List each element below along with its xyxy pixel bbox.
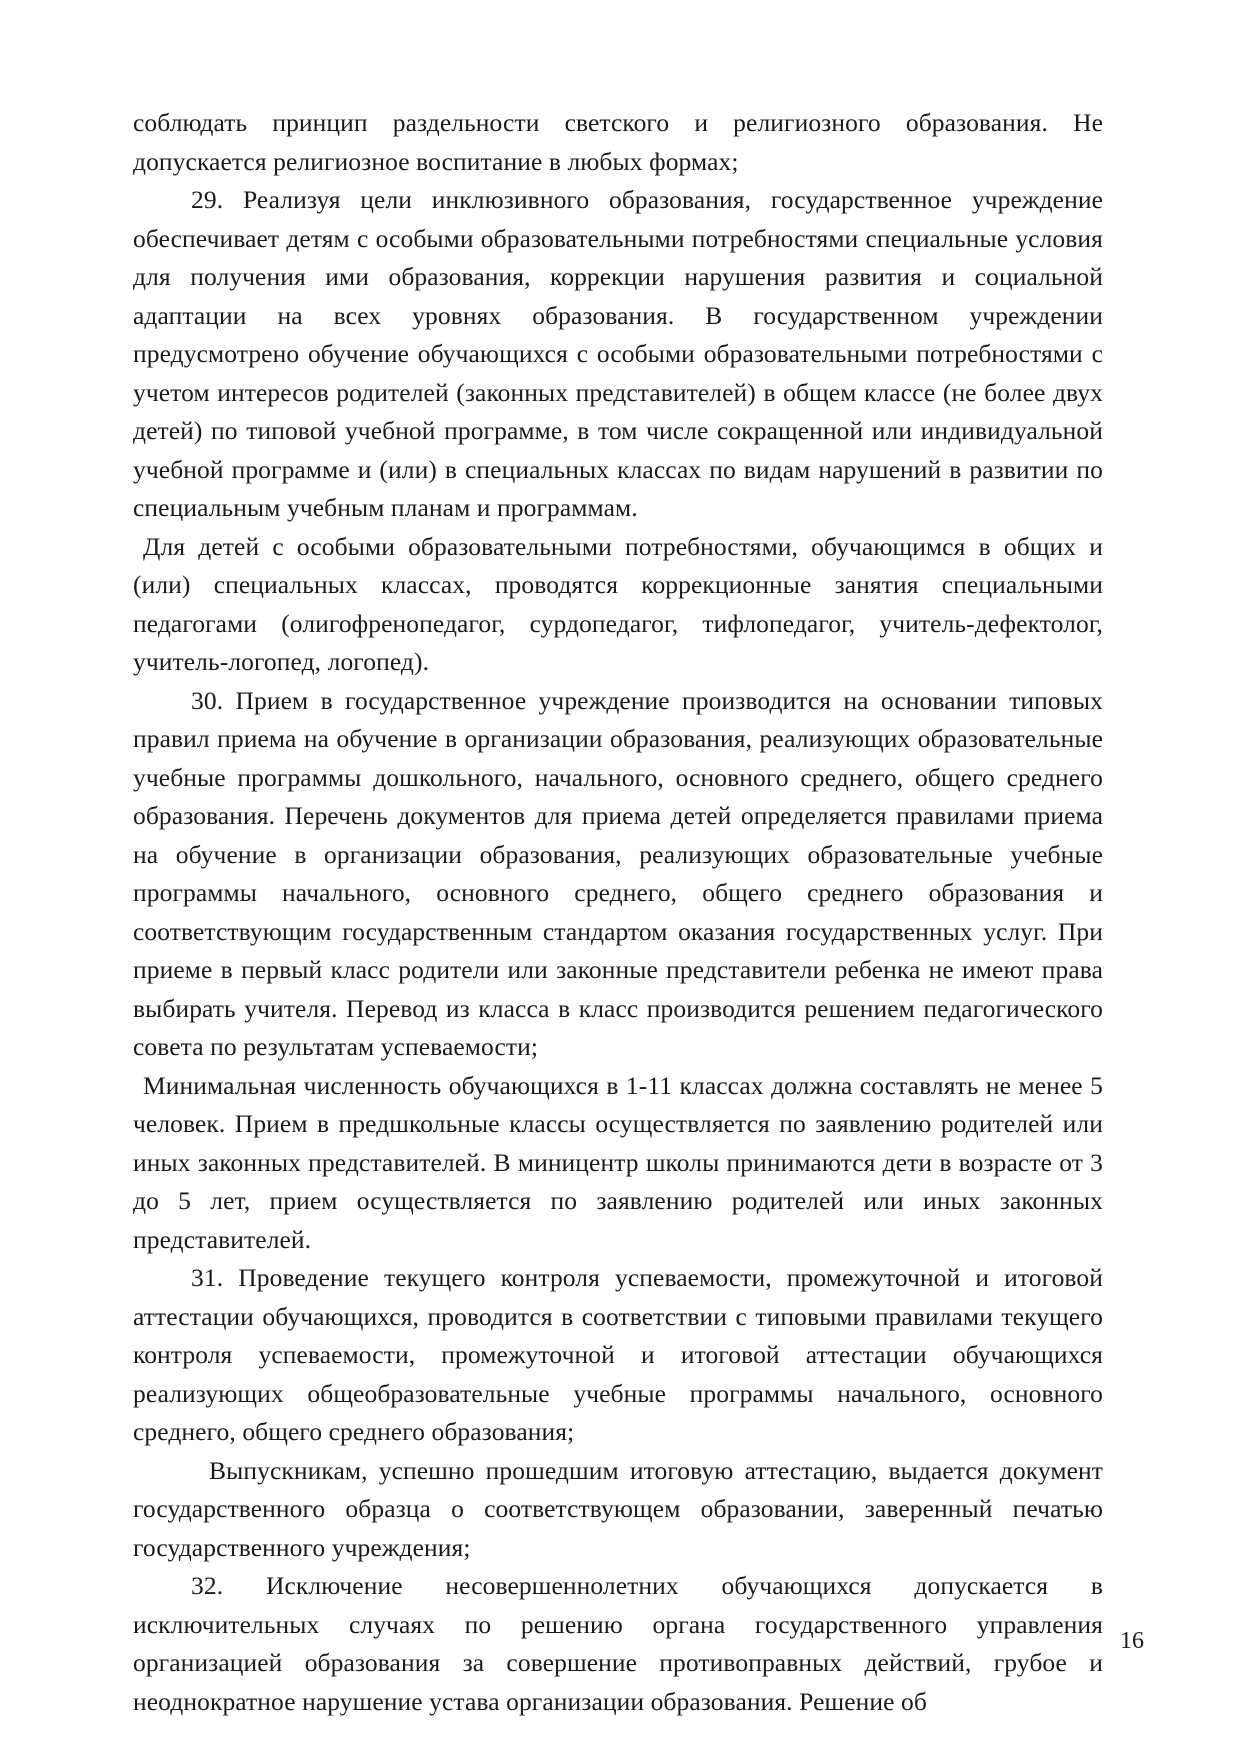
paragraph-30: 30. Прием в государственное учреждение производится на основании типовых правил приема на обучение в организации образования, реализующих образовательные учебные программы дошкольного, начального, основного среднего, общего среднего образования. Перечень документов для приема детей определяется правилами приема на обучение в организации образования, реализующих образовательные учебные программы начального, основного среднего, общего среднего образования и соответствующим государственным стандартом оказания государственных услуг. При приеме в первый класс родители или законные представители ребенка не имеют права выбирать учителя. Перевод из класса в класс производится решением педагогического совета по результатам успеваемости; [133, 685, 1103, 1061]
paragraph-31: 31. Проведение текущего контроля успеваемости, промежуточной и итоговой аттестации обучающихся, проводится в соответствии с типовыми правилами текущего контроля успеваемости, промежуточной и итоговой аттестации обучающихся реализующих общеобразовательные учебные программы начального, основного среднего, общего среднего образования; [133, 1263, 1103, 1446]
page-number: 16 [1120, 1628, 1144, 1654]
paragraph-correctional-lessons: Для детей с особыми образовательными потребностями, обучающимся в общих и (или) специальных классах, проводятся коррекционные занятия специальными педагогами (олигофренопедагог, сурдопедагог, тифлопедагог, учитель-дефектолог, учитель-логопед, логопед). [133, 531, 1103, 676]
paragraph-graduates: Выпускникам, успешно прошедшим итоговую аттестацию, выдается документ государственного образца о соответствующем образовании, заверенный печатью государственного учреждения; [133, 1455, 1103, 1562]
paragraph-32: 32. Исключение несовершеннолетних обучающихся допускается в исключительных случаях по решению органа государственного управления организацией образования за совершение противоправных действий, грубое и неоднократное нарушение устава организации образования. Решение об [133, 1571, 1103, 1716]
paragraph-minimum-class-size: Минимальная численность обучающихся в 1-11 классах должна составлять не менее 5 человек. Прием в предшкольные классы осуществляется по заявлению родителей или иных законных представителей. В миницентр школы принимаются дети в возрасте от 3 до 5 лет, прием осуществляется по заявлению родителей или иных законных представителей. [133, 1070, 1103, 1254]
paragraph-continuation: соблюдать принцип раздельности светского и религиозного образования. Не допускается религиозное воспитание в любых формах; [133, 108, 1103, 176]
document-body [133, 104, 1103, 1721]
paragraph-29: 29. Реализуя цели инклюзивного образования, государственное учреждение обеспечивает детям с особыми образовательными потребностями специальные условия для получения ими образования, коррекции нарушения развития и социальной адаптации на всех уровнях образования. В государственном учреждении предусмотрено обучение обучающихся с особыми образовательными потребностями с учетом интересов родителей (законных представителей) в общем классе (не более двух детей) по типовой учебной программе, в том числе сокращенной или индивидуальной учебной программе и (или) в специальных классах по видам нарушений в развитии по специальным учебным планам и программам. [133, 185, 1103, 522]
